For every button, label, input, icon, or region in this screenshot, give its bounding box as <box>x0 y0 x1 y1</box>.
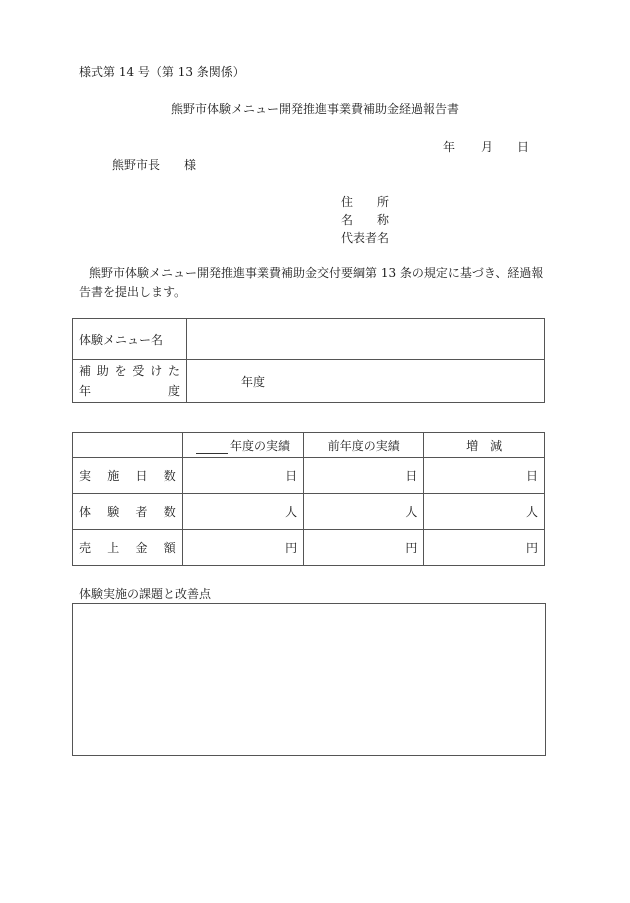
sales-current-field[interactable]: 円 <box>182 530 303 566</box>
days-current-field[interactable]: 日 <box>182 458 303 494</box>
sales-previous-field[interactable]: 円 <box>304 530 424 566</box>
days-previous-field[interactable]: 日 <box>304 458 424 494</box>
results-header-change: 増 減 <box>424 433 545 458</box>
document-title: 熊野市体験メニュー開発推進事業費補助金経過報告書 <box>170 102 459 116</box>
issues-field[interactable] <box>72 603 546 756</box>
info-table <box>72 318 545 403</box>
body-text: 熊野市体験メニュー開発推進事業費補助金交付要綱第 13 条の規定に基づき、経過報告書を提出します。 <box>79 266 544 299</box>
date-month-label: 月 <box>481 140 494 154</box>
fiscal-year-blank-line[interactable] <box>196 441 228 454</box>
name-label: 名 称 <box>341 213 390 227</box>
menu-name-field[interactable] <box>187 319 545 360</box>
results-header-previous-year: 前年度の実績 <box>304 433 424 458</box>
table-row <box>73 494 545 530</box>
results-header-current-year: 年度の実績 <box>182 433 303 458</box>
results-table <box>72 432 545 566</box>
addressee: 熊野市長 様 <box>112 158 197 172</box>
results-header-blank <box>73 433 183 458</box>
menu-name-label: 体験メニュー名 <box>73 319 187 360</box>
representative-label: 代表者名 <box>341 231 390 245</box>
row-label-participants: 体 験 者 数 <box>73 494 183 530</box>
issues-label: 体験実施の課題と改善点 <box>79 587 212 601</box>
results-header-row <box>73 433 545 458</box>
table-row <box>73 530 545 566</box>
date-year-label: 年 <box>443 140 456 154</box>
form-number: 様式第 14 号（第 13 条関係） <box>79 65 245 79</box>
fiscal-year-field[interactable]: 年度 <box>187 360 545 403</box>
fiscal-year-row <box>73 360 545 403</box>
days-change-field[interactable]: 日 <box>424 458 545 494</box>
table-row <box>73 458 545 494</box>
fiscal-year-label: 補 助 を 受 け た 年 度 <box>73 360 187 403</box>
date-day-label: 日 <box>517 140 530 154</box>
row-label-days: 実 施 日 数 <box>73 458 183 494</box>
participants-previous-field[interactable]: 人 <box>304 494 424 530</box>
address-label: 住 所 <box>341 195 390 209</box>
row-label-sales: 売 上 金 額 <box>73 530 183 566</box>
participants-current-field[interactable]: 人 <box>182 494 303 530</box>
menu-name-row <box>73 319 545 360</box>
participants-change-field[interactable]: 人 <box>424 494 545 530</box>
sales-change-field[interactable]: 円 <box>424 530 545 566</box>
